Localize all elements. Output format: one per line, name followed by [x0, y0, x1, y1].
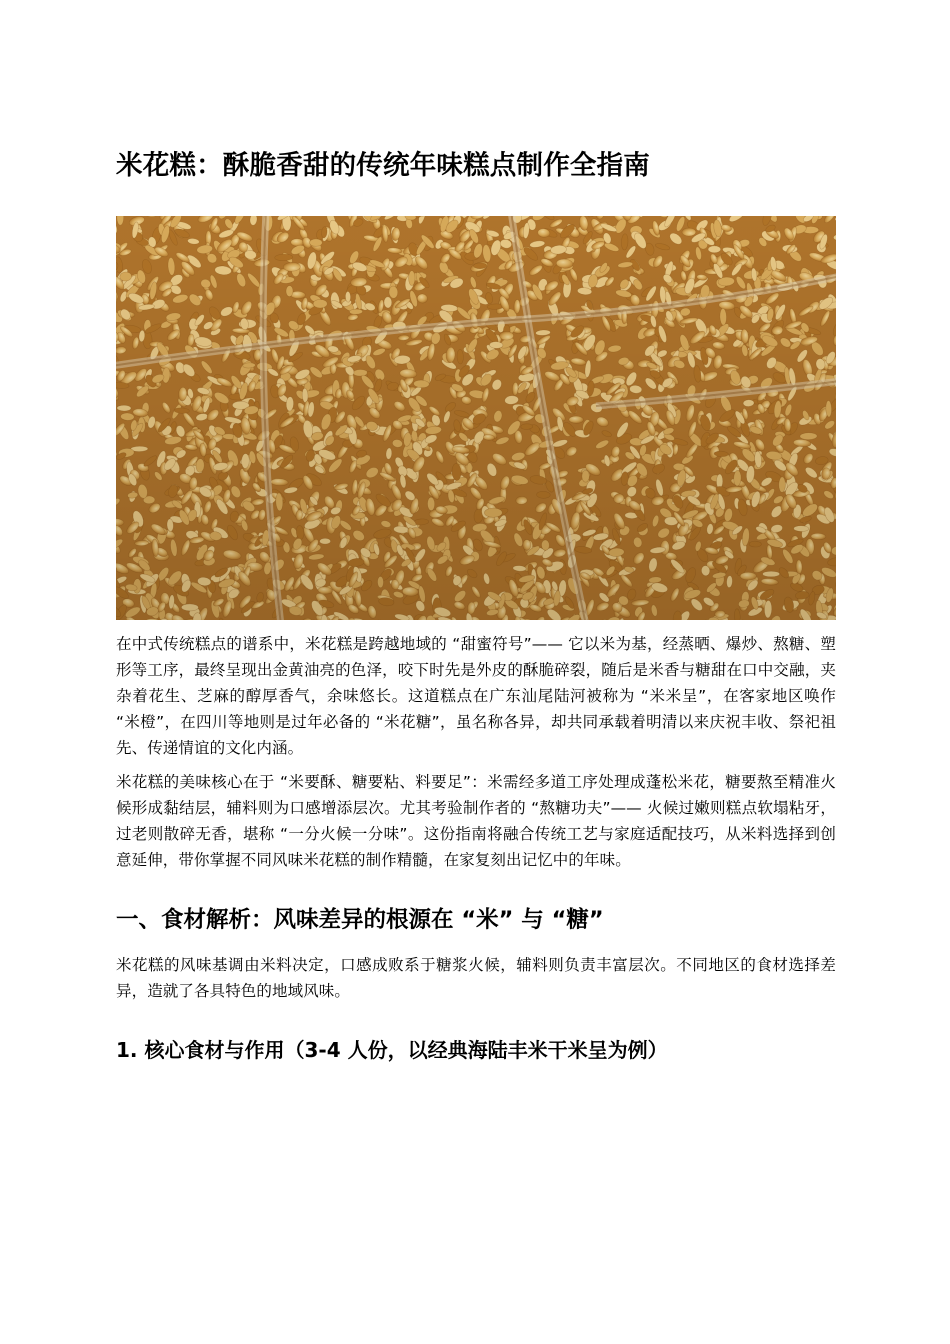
document-title: 米花糕：酥脆香甜的传统年味糕点制作全指南: [116, 150, 650, 181]
rice-cake-illustration: [116, 216, 836, 620]
intro-paragraph-2: 米花糕的美味核心在于 “米要酥、糖要粘、料要足”：米需经多道工序处理成蓬松米花，糖要熬至精准火候形成黏结层，辅料则为口感增添层次。尤其考验制作者的 “熬糖功夫”—— 火候过嫩则糕点软塌粘牙，过老则散碎无香，堪称 “一分火候一分味”。这份指南将融合传统工艺与家庭适配技巧，从米料选择到创意延伸，带你掌握不同风味米花糕的制作精髓，在家复刻出记忆中的年味。: [116, 773, 836, 869]
section-heading-ingredients: 一、食材解析：风味差异的根源在 “米” 与 “糖”: [116, 907, 604, 933]
photo-shading: [116, 216, 836, 620]
hero-image-puffed-rice-cake: [116, 216, 836, 620]
section-paragraph-ingredients: 米花糕的风味基调由米料决定，口感成败系于糖浆火候，辅料则负责丰富层次。不同地区的食材选择差异，造就了各具特色的地域风味。: [116, 956, 836, 1000]
intro-paragraph-1: 在中式传统糕点的谱系中，米花糕是跨越地域的 “甜蜜符号”—— 它以米为基，经蒸晒、爆炒、熬糖、塑形等工序，最终呈现出金黄油亮的色泽，咬下时先是外皮的酥脆碎裂，随后是米香与糖甜在口中交融，夹杂着花生、芝麻的醇厚香气，余味悠长。这道糕点在广东汕尾陆河被称为 “米米呈”，在客家地区唤作 “米橙”，在四川等地则是过年必备的 “米花糖”，虽名称各异，却共同承载着明清以来庆祝丰收、祭祀祖先、传递情谊的文化内涵。: [116, 635, 836, 757]
subheading-core-ingredients: 1. 核心食材与作用（3-4 人份，以经典海陆丰米干米呈为例）: [116, 1038, 668, 1062]
document-content: [116, 146, 836, 1066]
